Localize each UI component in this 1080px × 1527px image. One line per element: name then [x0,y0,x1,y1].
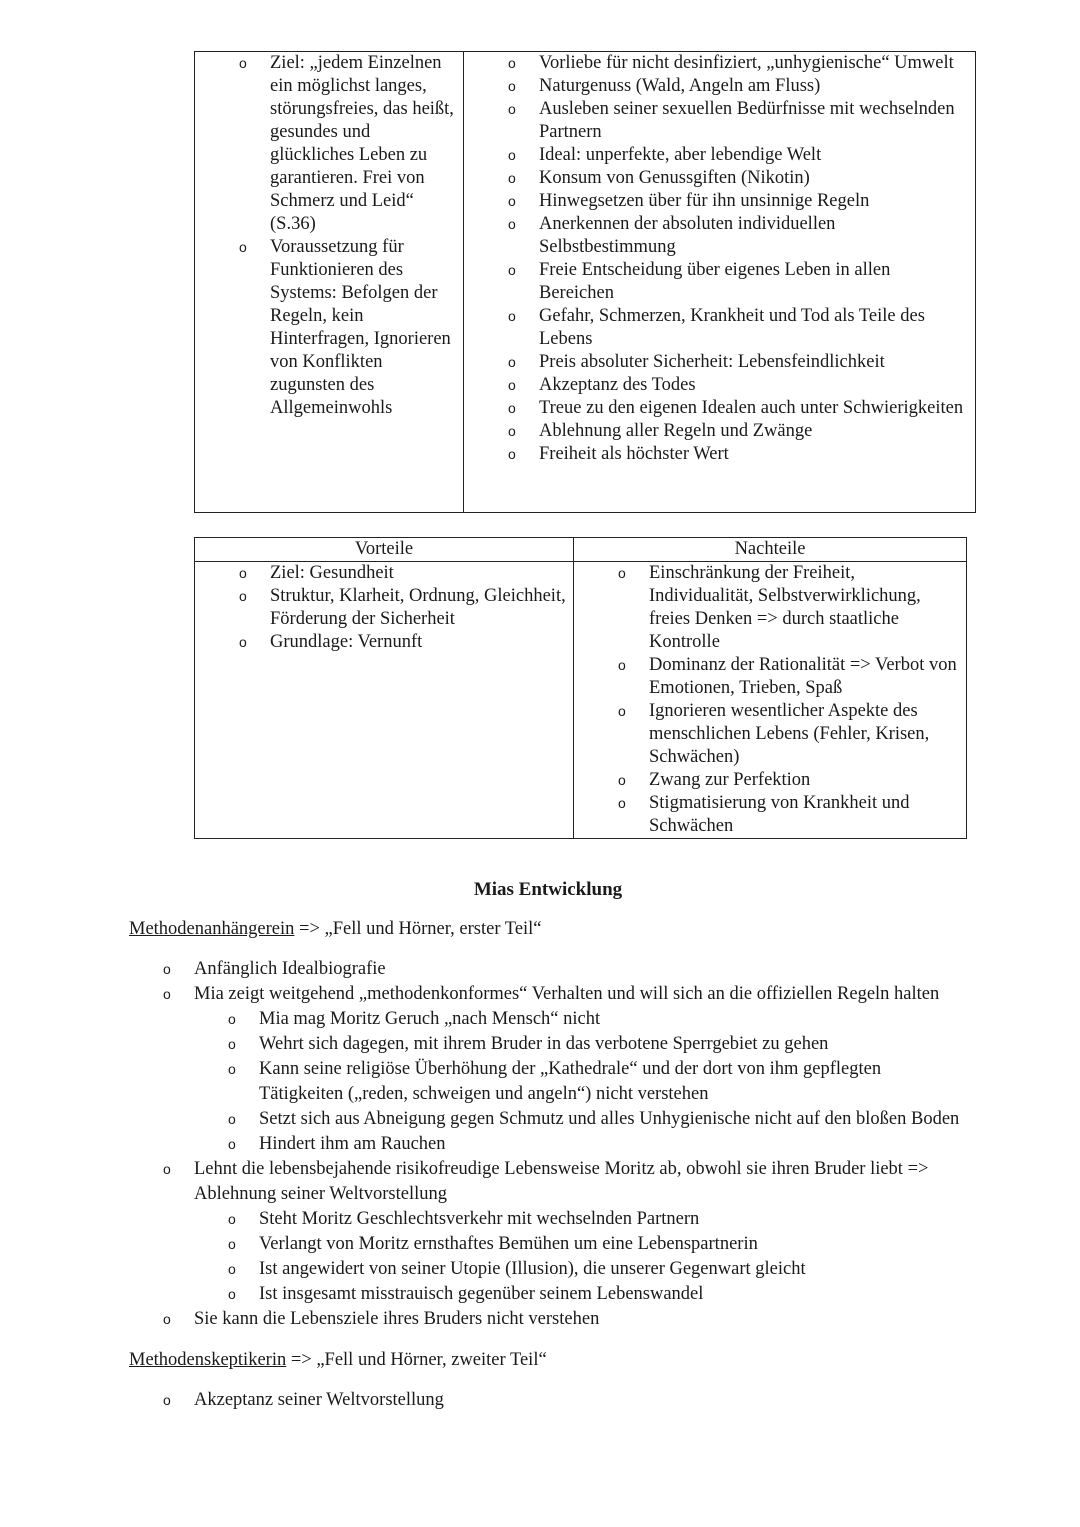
list-item-text: Lehnt die lebensbejahende risikofreudige Lebensweise Moritz ab, obwohl sie ihren Bruder liebt => Ablehnung seiner Weltvorstellung [194,1159,929,1204]
list-item: o Hinwegsetzen über für ihn unsinnige Regeln [539,190,967,213]
subheading-methodenanhaengerin [129,917,1080,942]
header-nachteile: Nachteile [574,538,967,562]
bullet-list-level2 [259,1207,969,1307]
list-item: o Struktur, Klarheit, Ordnung, Gleichheit, Förderung der Sicherheit [270,585,567,631]
list-item: o Ist insgesamt misstrauisch gegenüber seinem Lebenswandel [259,1282,969,1307]
list-item: o Treue zu den eigenen Idealen auch unter Schwierigkeiten [539,397,967,420]
comparison-table-top [194,51,976,513]
list-item: o Naturgenuss (Wald, Angeln am Fluss) [539,75,967,98]
list-item: o Kann seine religiöse Überhöhung der „Kathedrale“ und der dort von ihm gepflegten Tätigkeiten („reden, schweigen und angeln“) nicht verstehen [259,1057,969,1107]
right-bullet-list [464,52,975,466]
table-top-left-cell [195,52,464,513]
list-item [194,957,969,982]
list-item-text: Anfänglich Idealbiografie [194,959,386,979]
list-item: o Grundlage: Vernunft [270,631,567,654]
list-item: o Stigmatisierung von Krankheit und Schwächen [649,792,958,838]
left-bullet-list [195,52,463,420]
list-item: o Ablehnung aller Regeln und Zwänge [539,420,967,443]
nachteile-cell [574,562,967,839]
list-item: o Ist angewidert von seiner Utopie (Illusion), die unserer Gegenwart gleicht [259,1257,969,1282]
bullet-list-level1 [194,1388,969,1413]
mias-entwicklung-section [0,878,1080,1413]
vorteile-cell [195,562,574,839]
list-item: o Anerkennen der absoluten individuellen Selbstbestimmung [539,213,967,259]
list-item: o Akzeptanz des Todes [539,374,967,397]
list-item [194,1157,969,1307]
list-item: o Mia mag Moritz Geruch „nach Mensch“ nicht [259,1007,969,1032]
list-item [194,982,969,1157]
list-item: o Konsum von Genussgiften (Nikotin) [539,167,967,190]
nachteile-list [574,562,966,838]
list-item: o Wehrt sich dagegen, mit ihrem Bruder in das verbotene Sperrgebiet zu gehen [259,1032,969,1057]
subheading-methodenskeptikerin [129,1348,1080,1373]
list-item-text: Akzeptanz seiner Weltvorstellung [194,1390,444,1410]
vorteile-list [195,562,573,654]
header-vorteile: Vorteile [195,538,574,562]
subheading-label: Methodenanhängerein [129,919,295,939]
list-item: o Vorliebe für nicht desinfiziert, „unhygienische“ Umwelt [539,52,967,75]
list-item: o Gefahr, Schmerzen, Krankheit und Tod als Teile des Lebens [539,305,967,351]
list-item: o Freie Entscheidung über eigenes Leben in allen Bereichen [539,259,967,305]
list-item: o Einschränkung der Freiheit, Individualität, Selbstverwirklichung, freies Denken => durch staatliche Kontrolle [649,562,958,654]
list-item: o Ideal: unperfekte, aber lebendige Welt [539,144,967,167]
bullet-list-level1 [194,957,969,1332]
list-item: o Steht Moritz Geschlechtsverkehr mit wechselnden Partnern [259,1207,969,1232]
list-item [194,1388,969,1413]
subheading-rest: => „Fell und Hörner, erster Teil“ [294,919,542,939]
subheading-label: Methodenskeptikerin [129,1350,287,1370]
list-item: o Preis absoluter Sicherheit: Lebensfeindlichkeit [539,351,967,374]
list-item: o Ziel: „jedem Einzelnen ein möglichst langes, störungsfreies, das heißt, gesundes und glückliches Leben zu garantieren. Frei von Schmerz und Leid“ (S.36) [270,52,457,236]
list-item: o Hindert ihm am Rauchen [259,1132,969,1157]
list-item: o Dominanz der Rationalität => Verbot von Emotionen, Trieben, Spaß [649,654,958,700]
section-title: Mias Entwicklung [473,879,623,900]
list-item: o Verlangt von Moritz ernsthaftes Bemühen um eine Lebenspartnerin [259,1232,969,1257]
list-item: o Zwang zur Perfektion [649,769,958,792]
bullet-list-level2 [259,1007,969,1157]
list-item-text: Sie kann die Lebensziele ihres Bruders nicht verstehen [194,1309,600,1329]
subheading-rest: => „Fell und Hörner, zweiter Teil“ [286,1350,547,1370]
list-item: o Freiheit als höchster Wert [539,443,967,466]
list-item: o Voraussetzung für Funktionieren des Systems: Befolgen der Regeln, kein Hinterfragen, Ignorieren von Konflikten zugunsten des Allgemeinwohls [270,236,457,420]
list-item: o Setzt sich aus Abneigung gegen Schmutz und alles Unhygienische nicht auf den bloßen Boden [259,1107,969,1132]
list-item-text: Mia zeigt weitgehend „methodenkonformes“ Verhalten und will sich an die offiziellen Regeln halten [194,984,940,1004]
pros-cons-table [194,537,967,839]
list-item [194,1307,969,1332]
table-top-right-cell [464,52,976,513]
list-item: o Ausleben seiner sexuellen Bedürfnisse mit wechselnden Partnern [539,98,967,144]
list-item: o Ignorieren wesentlicher Aspekte des menschlichen Lebens (Fehler, Krisen, Schwächen) [649,700,958,769]
list-item: o Ziel: Gesundheit [270,562,567,585]
